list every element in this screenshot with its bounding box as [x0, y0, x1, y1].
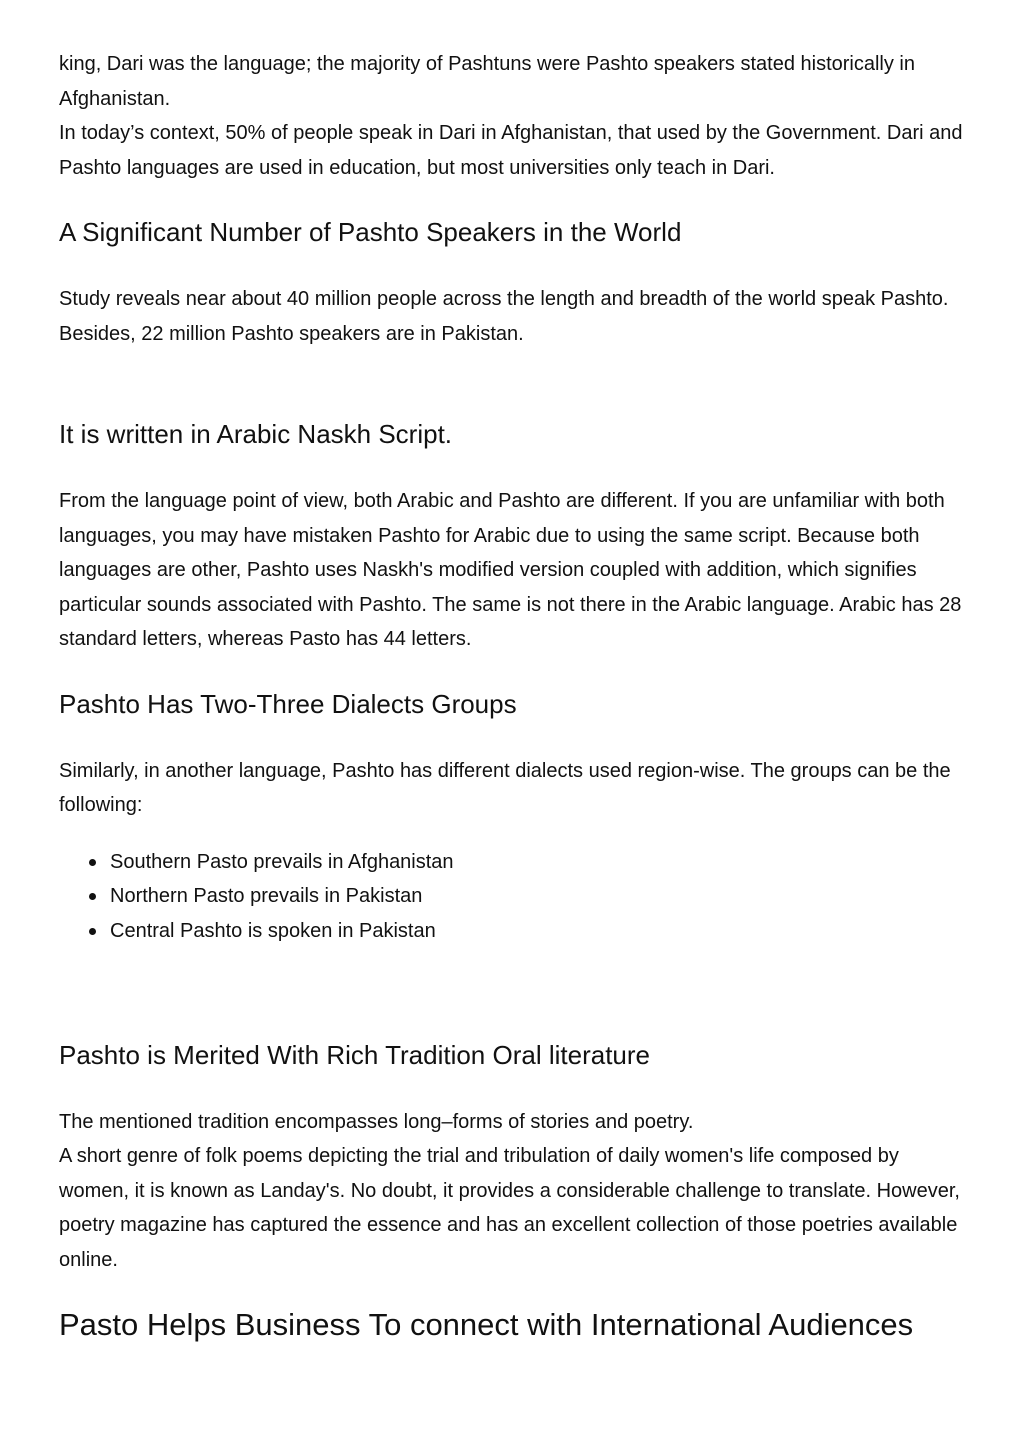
- document-page: [59, 0, 971, 1344]
- script-heading: It is written in Arabic Naskh Script.: [59, 419, 453, 449]
- script-paragraph: From the language point of view, both Arabic and Pashto are different. If you are unfamiliar with both languages, you may have mistaken Pashto for Arabic due to using the same script. Because both languages are other, Pashto uses Naskh's modified version coupled with addition, which signifies particular sounds associated with Pashto. The same is not there in the Arabic language. Arabic has 28 standard letters, whereas Pasto has 44 letters.: [59, 490, 962, 650]
- list-item: [110, 879, 971, 914]
- bullet-icon: [89, 893, 96, 900]
- oral-literature-heading: Pashto is Merited With Rich Tradition Oral literature: [59, 1039, 650, 1070]
- list-item-text: Southern Pasto prevails in Afghanistan: [110, 850, 454, 873]
- bullet-icon: [89, 859, 96, 866]
- dialects-heading: Pashto Has Two-Three Dialects Groups: [59, 688, 517, 719]
- list-item: [110, 914, 971, 949]
- business-heading: Pasto Helps Business To connect with International Audiences: [59, 1307, 914, 1343]
- list-item-text: Northern Pasto prevails in Pakistan: [110, 885, 423, 908]
- list-item-text: Central Pashto is spoken in Pakistan: [110, 920, 436, 943]
- dialects-paragraph: Similarly, in another language, Pashto has different dialects used region-wise. The groups can be the following:: [59, 759, 951, 816]
- intro-paragraph-2: In today’s context, 50% of people speak in Dari in Afghanistan, that used by the Government. Dari and Pashto languages are used in education, but most universities only teach in Dari.: [59, 122, 963, 179]
- oral-paragraph-1: The mentioned tradition encompasses long–forms of stories and poetry.: [59, 1110, 694, 1133]
- bullet-icon: [89, 928, 96, 935]
- list-item: [110, 845, 971, 880]
- dialects-list: [59, 845, 971, 949]
- speakers-paragraph: Study reveals near about 40 million people across the length and breadth of the world speak Pashto. Besides, 22 million Pashto speakers are in Pakistan.: [59, 288, 949, 345]
- speakers-heading: A Significant Number of Pashto Speakers in the World: [59, 217, 682, 247]
- intro-paragraph-1: king, Dari was the language; the majority of Pashtuns were Pashto speakers stated historically in Afghanistan.: [59, 53, 915, 110]
- oral-paragraph-2: A short genre of folk poems depicting the trial and tribulation of daily women's life composed by women, it is known as Landay's. No doubt, it provides a considerable challenge to translate. However, poetry magazine has captured the essence and has an excellent collection of those poetries available online.: [59, 1145, 960, 1271]
